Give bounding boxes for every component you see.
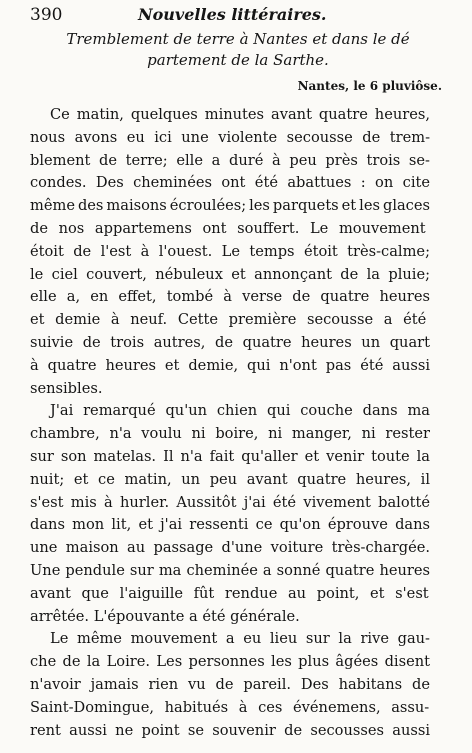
body-text-line: elle a, en effet, tombé à verse de quatre heures [30, 288, 430, 306]
body-text-line: nous avons eu ici une violente secousse de trem- [30, 128, 430, 146]
body-text-line: J'ai remarqué qu'un chien qui couche dans ma [50, 402, 430, 420]
body-text-line: avant que l'aiguille fût rendue au point, et s'est [30, 584, 429, 602]
body-text-line: sur son matelas. Il n'a fait qu'aller et venir toute la [30, 447, 430, 465]
body-text-line: blement de terre; elle a duré à peu près trois se- [30, 151, 430, 169]
article-title-line: partement de la Sarthe. [147, 51, 329, 69]
body-text-line: le ciel couvert, nébuleux et annonçant de la pluie; [30, 265, 430, 283]
dateline: Nantes, le 6 pluviôse. [297, 79, 442, 93]
body-text-line: che de la Loire. Les personnes les plus âgées disent [30, 653, 430, 671]
body-text-line: rent aussi ne point se souvenir de secousses aussi [30, 721, 430, 739]
body-text-line: sensibles. [30, 379, 103, 397]
body-text-line: Le même mouvement a eu lieu sur la rive gau- [50, 630, 430, 648]
body-text-line: une maison au passage d'une voiture très-chargée. [30, 539, 430, 557]
body-text-line: suivie de trois autres, de quatre heures un quart [30, 333, 430, 351]
page-header [30, 5, 450, 27]
body-text-line: à quatre heures et demie, qui n'ont pas été aussi [30, 356, 430, 374]
body-text-line: Saint-Domingue, habitués à ces événemens, assu- [30, 698, 430, 716]
page-number: 390 [30, 5, 63, 25]
running-title: Nouvelles littéraires. [138, 5, 327, 24]
article-body [30, 104, 430, 742]
body-text-line: même des maisons écroulées; les parquets et les glaces [30, 197, 430, 215]
body-text-line: de nos appartemens ont souffert. Le mouvement [30, 219, 426, 237]
body-text-line: et demie à neuf. Cette première secousse a été [30, 311, 427, 329]
body-text-line: Une pendule sur ma cheminée a sonné quatre heures [30, 561, 430, 579]
article-title-line: Tremblement de terre à Nantes et dans le dé [66, 30, 410, 48]
body-text-line: condes. Des cheminées ont été abattues : on cite [30, 174, 430, 192]
body-text-line: arrêtée. L'épouvante a été générale. [30, 607, 300, 625]
body-text-line: Ce matin, quelques minutes avant quatre heures, [50, 106, 430, 123]
body-text-line: s'est mis à hurler. Aussitôt j'ai été vivement balotté [30, 493, 430, 511]
body-text-line: étoit de l'est à l'ouest. Le temps étoit très-calme; [30, 242, 430, 260]
body-text-line: chambre, n'a voulu ni boire, ni manger, ni rester [30, 425, 430, 443]
article-title [28, 29, 448, 71]
body-text-line: nuit; et ce matin, un peu avant quatre heures, il [30, 470, 430, 488]
body-text-line: dans mon lit, et j'ai ressenti ce qu'on éprouve dans [30, 516, 430, 534]
body-text-line: n'avoir jamais rien vu de pareil. Des habitans de [30, 675, 430, 693]
